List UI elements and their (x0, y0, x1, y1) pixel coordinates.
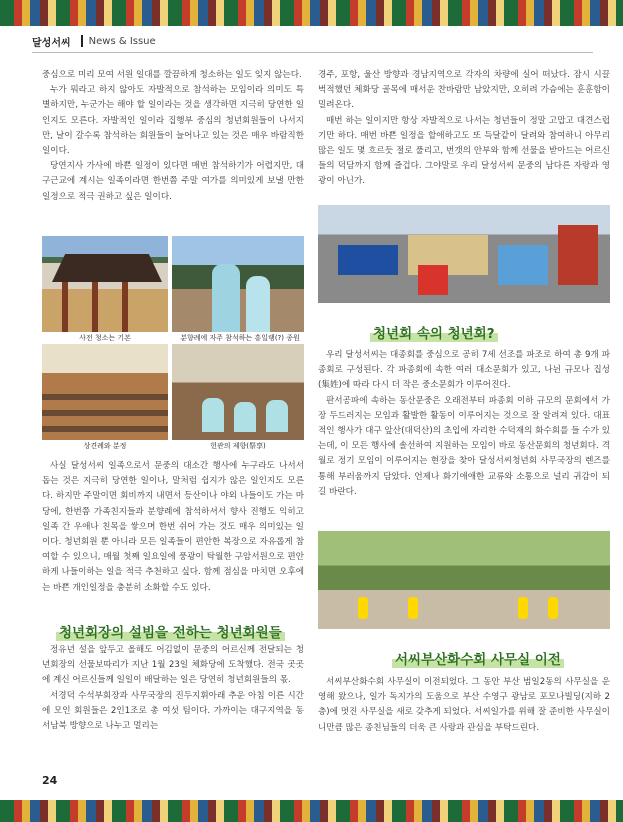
header-divider (81, 35, 83, 47)
heading-youth-within (370, 322, 498, 342)
paragraph: 중심으로 미리 모여 서원 일대를 깔끔하게 청소하는 일도 잊지 않는다. (42, 70, 302, 80)
paragraph: 매번 하는 일이지만 항상 자발적으로 나서는 청년들이 정말 고맙고 대견스럽기만 하다. 매번 바쁜 일정을 할애하고도 또 득달같이 달려와 참여하니 아무리 많은 일도 몇 흐르듯 절로 풀리고, 번갯의 안부와 함께 선물을 받아드는 어르신들의 덕담까지 함께 즐겁다. 그야말로 우리 달성서씨 문중의 남다른 자랑과 영광이 아닌가. (318, 115, 610, 187)
heading-youth-gifts (56, 621, 285, 641)
section-label: News & Issue (88, 35, 156, 47)
paragraph: 당연지사 가사에 바쁜 일정이 있다면 매번 참석하기가 어렵지만, 대구근교에 계시는 일족이라면 한번쯤 주말 여가를 의미있게 보낼 만한 일정으로 적극 권하고 싶은 일이다. (42, 161, 304, 202)
caption-cleaning: 사전 청소는 기본 (79, 334, 131, 342)
left-text-bottom (42, 643, 304, 734)
heading-text: 서씨부산화수회 사무실 이전 (392, 648, 564, 668)
decorative-bottom-band (0, 800, 623, 822)
caption-hanbok: 분향례에 자주 참석하는 흥일랭(?) 종원 (180, 334, 300, 342)
photo-greeting (42, 344, 168, 440)
paragraph: 우리 달성서씨는 대종회를 중심으로 공히 7세 선조를 파조로 하여 총 9개 파종회로 구성된다. 각 파종회에 속한 여러 대소문회가 있고, 나뉜 규모나 집성(集姓)에 따라 다시 더 작은 중소문회가 이루어진다. (318, 350, 610, 391)
magazine-title: 달성서씨 (32, 37, 71, 49)
caption-greeting: 상견례와 분정 (83, 442, 127, 450)
heading-text: 청년회 속의 청년회? (370, 322, 498, 342)
photo-gift-packages (318, 205, 610, 303)
left-text-top (42, 68, 304, 205)
photo-hanbok-member (172, 236, 304, 332)
right-text-mid (318, 348, 610, 500)
left-text-mid (42, 459, 304, 596)
photo-youth-cleanup (318, 531, 610, 629)
paragraph: 서경덕 수석부회장과 사무국장의 진두지휘아래 추운 아침 이른 시간에 모인 회원들은 2인1조로 총 여섯 팀이다. 가까이는 대구지역을 동서남북 방향으로 나누고 멀리는 (42, 690, 304, 732)
page-number: 24 (42, 774, 58, 787)
right-text-top (318, 68, 610, 190)
heading-text: 청년회장의 설빔을 전하는 청년회원들 (56, 621, 285, 641)
paragraph: 정유년 설을 앞두고 올해도 어김없이 문중의 어르신께 전달되는 청년회장의 선물보따리가 지난 1월 23일 체화당에 도착했다. 전국 곳곳에 계신 어르신들께 일일이 배달하는 일은 당연히 청년회원들의 몫. (42, 645, 304, 686)
photo-ritual (172, 344, 304, 440)
page-header (32, 30, 593, 53)
paragraph: 경주, 포항, 울산 방향과 경남지역으로 각자의 차량에 실어 떠났다. 잠시 시끌벅적했던 체화당 골목에 매서운 찬바람만 남았지만, 오히려 가슴에는 훈훈함이 밀려온다. (318, 70, 610, 111)
paragraph: 사실 달성서씨 일족으로서 문중의 대소간 행사에 누구라도 나서서 돕는 것은 지극히 당연한 일이나, 말처럼 쉽지가 않은 일인지도 모른다. 하지만 주말이면 회비까지 내면서 등산이나 야외 나들이도 가는 마당에, 한번쯤 가족친지들과 분향례에 참석하셔서 향사 진행도 익히고 일족 간 우애나 친목을 쌓으며 한번 쉬어 가는 것도 매우 의미있는 일이다. 청년회원 뿐 아니라 모든 일족들이 편안한 복장으로 자유롭게 참여할 수 있으니, 매월 첫째 일요일에 풍광이 탁월한 구암서원으로 편안하게 나들이하는 일을 적극 추천하고 싶다. 함께 점심을 마치면 오후에는 바쁜 개인일정을 충분히 소화할 수도 있다. (42, 461, 304, 593)
photo-cleaning (42, 236, 168, 332)
right-text-bottom (318, 675, 610, 736)
paragraph: 서씨부산화수회 사무실이 이전되었다. 그 동안 부산 범일2동의 사무실을 운영해 왔으나, 일가 독지가의 도움으로 부산 수영구 광남로 포모나빌딩(지하 2층)에 멋진 사무실을 새로 갖추게 되었다. 서씨일가를 위해 잘 준비한 사무실이니만큼 많은 종친님들의 더욱 큰 사랑과 관심을 부탁드린다. (318, 677, 610, 733)
paragraph: 판서공파에 속하는 동산문중은 오래전부터 파종회 이하 규모의 문회에서 가장 두드러지는 모임과 활발한 활동이 이루어지는 것으로 잘 알려져 있다. 대표적인 행사가 대구 앞산(대덕산)의 초입에 자리한 수덕재의 화수회를 들 수가 있는데, 이 모든 행사에 솔선하여 지원하는 모임이 바로 동산문회의 청년회다. 격월로 정기 모임이 이루어지는 현장을 찾아 달성서씨청년회 사무국장의 렌즈를 통해 부러움까지 담았다. 언제나 화기애애한 교류와 소통으로 널리 귀감이 되길 바란다. (318, 395, 610, 497)
caption-ritual: 헌관의 제향(祭享) (210, 442, 266, 450)
paragraph: 누가 뭐라고 하지 않아도 자발적으로 참석하는 모임이라 의미도 특별하지만, 누군가는 해야 할 일이라는 것을 생각하면 지극히 당연한 일인지도 모른다. 자발적인 일이라 집행부 중심의 청년회원들이 나서지만, 날이 갈수록 참석하는 회원들이 늘어나고 있는 것은 매우 바람직한 일이다. (42, 85, 304, 157)
decorative-top-band (0, 0, 623, 26)
heading-busan-office (392, 648, 564, 668)
